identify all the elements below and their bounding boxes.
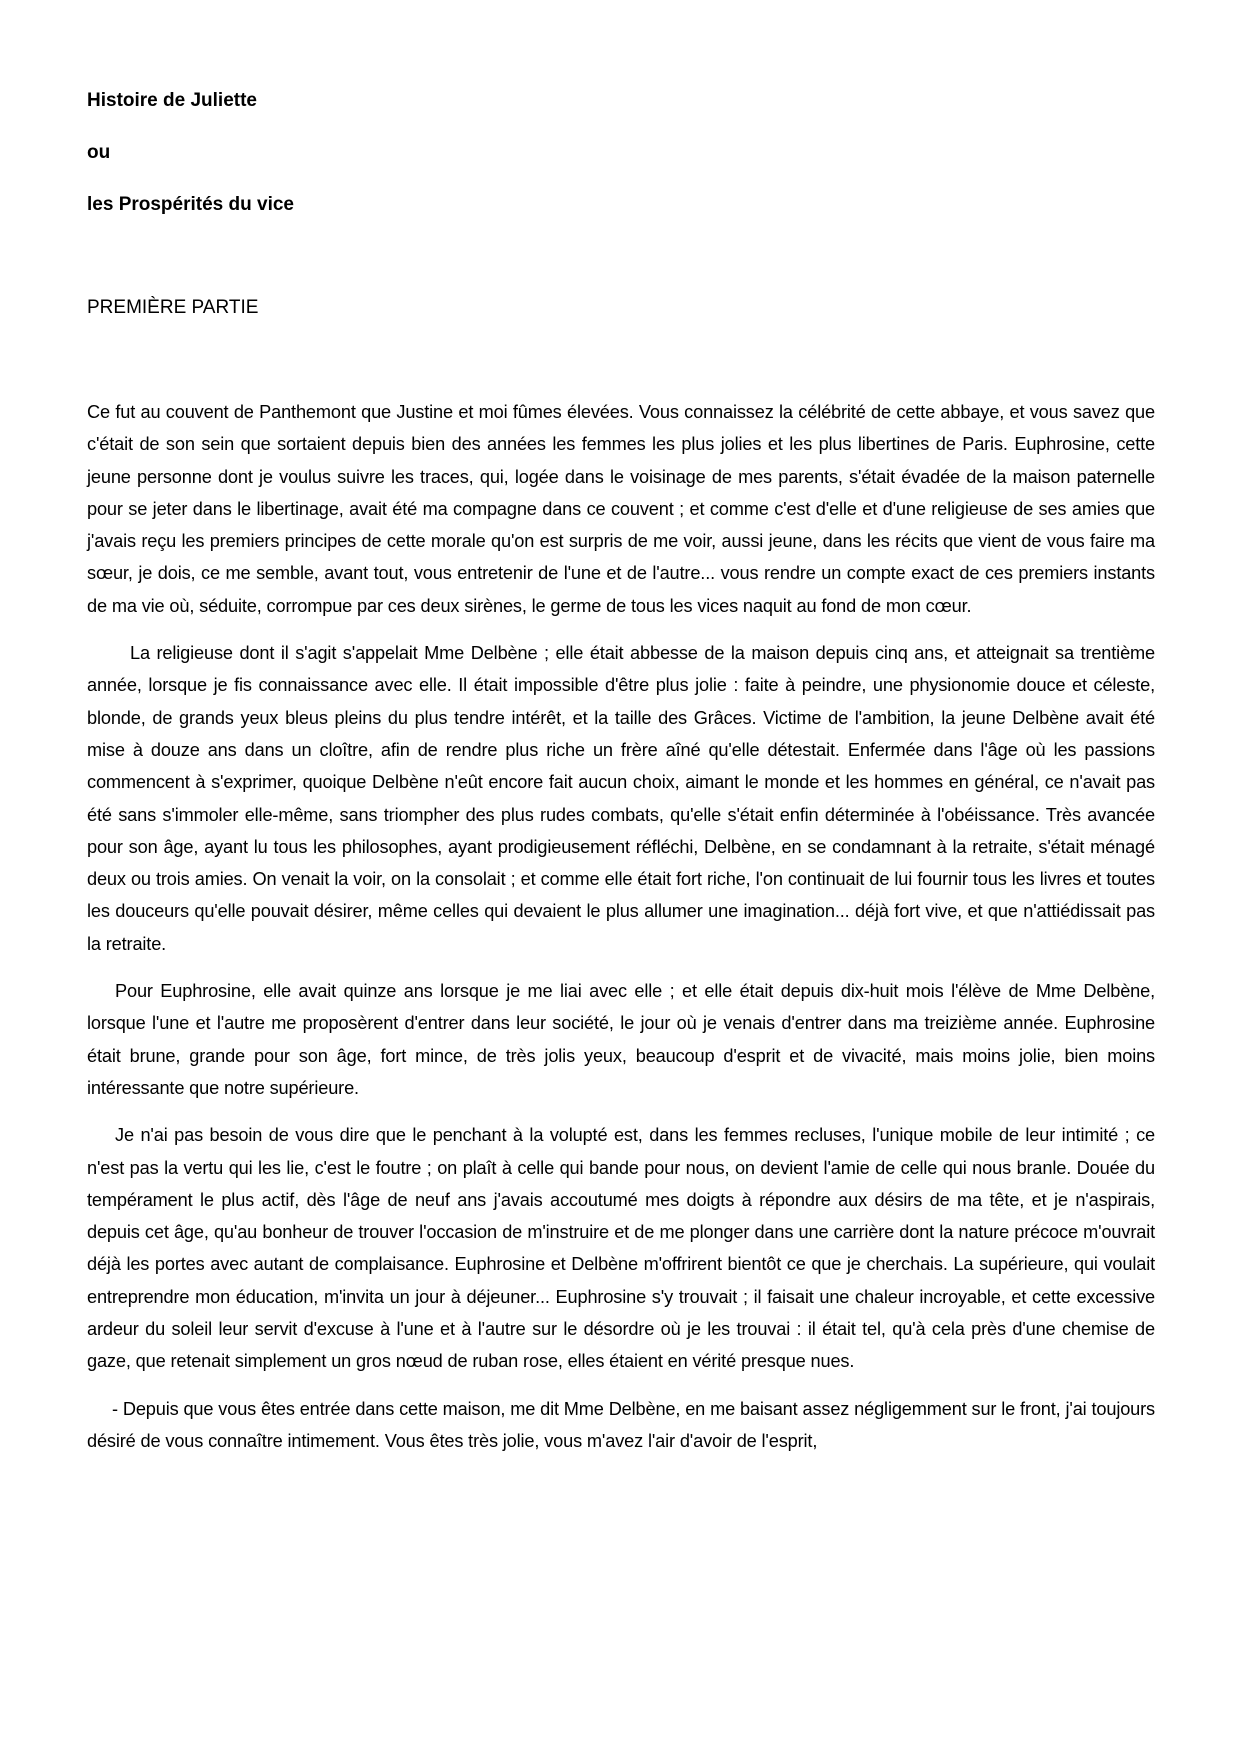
book-subtitle: les Prospérités du vice <box>87 194 294 215</box>
book-title: Histoire de Juliette <box>87 90 257 111</box>
paragraph: Pour Euphrosine, elle avait quinze ans lorsque je me liai avec elle ; et elle était depuis dix-huit mois l'élève de Mme Delbène, lorsque l'une et l'autre me proposèrent d'entrer dans leur société, le jour où je venais d'entrer dans ma treizième année. Euphrosine était brune, grande pour son âge, fort mince, de très jolis yeux, beaucoup d'esprit et de vivacité, mais moins jolie, bien moins intéressante que notre supérieure. <box>87 981 1155 1098</box>
paragraph: La religieuse dont il s'agit s'appelait Mme Delbène ; elle était abbesse de la maison depuis cinq ans, et atteignait sa trentième année, lorsque je fis connaissance avec elle. Il était impossible d'être plus jolie : faite à peindre, une physionomie douce et céleste, blonde, de grands yeux bleus pleins du plus tendre intérêt, et la taille des Grâces. Victime de l'ambition, la jeune Delbène avait été mise à douze ans dans un cloître, afin de rendre plus riche un frère aîné qu'elle détestait. Enfermée dans l'âge où les passions commencent à s'exprimer, quoique Delbène n'eût encore fait aucun choix, aimant le monde et les hommes en général, ce n'avait pas été sans s'immoler elle-même, sans triompher des plus rudes combats, qu'elle s'était enfin déterminée à l'obéissance. Très avancée pour son âge, ayant lu tous les philosophes, ayant prodigieusement réfléchi, Delbène, en se condamnant à la retraite, s'était ménagé deux ou trois amies. On venait la voir, on la consolait ; et comme elle était fort riche, l'on continuait de lui fournir tous les livres et toutes les douceurs qu'elle pouvait désirer, même celles qui devaient le plus allumer une imagination... déjà fort vive, et que n'attiédissait pas la retraite. <box>87 643 1155 954</box>
body-text <box>87 396 1155 1472</box>
paragraph: Je n'ai pas besoin de vous dire que le penchant à la volupté est, dans les femmes recluses, l'unique mobile de leur intimité ; ce n'est pas la vertu qui les lie, c'est le foutre ; on plaît à celle qui bande pour nous, on devient l'amie de celle qui nous branle. Douée du tempérament le plus actif, dès l'âge de neuf ans j'avais accoutumé mes doigts à répondre aux désirs de ma tête, et je n'aspirais, depuis cet âge, qu'au bonheur de trouver l'occasion de m'instruire et de me plonger dans une carrière dont la nature précoce m'ouvrait déjà les portes avec autant de complaisance. Euphrosine et Delbène m'offrirent bientôt ce que je cherchais. La supérieure, qui voulait entreprendre mon éducation, m'invita un jour à déjeuner... Euphrosine s'y trouvait ; il faisait une chaleur incroyable, et cette excessive ardeur du soleil leur servit d'excuse à l'une et à l'autre sur le désordre où je les trouvai : il était tel, qu'à cela près d'une chemise de gaze, que retenait simplement un gros nœud de ruban rose, elles étaient en vérité presque nues. <box>87 1125 1155 1372</box>
paragraph: - Depuis que vous êtes entrée dans cette maison, me dit Mme Delbène, en me baisant assez négligemment sur le front, j'ai toujours désiré de vous connaître intimement. Vous êtes très jolie, vous m'avez l'air d'avoir de l'esprit, <box>87 1398 1155 1451</box>
paragraph: Ce fut au couvent de Panthemont que Justine et moi fûmes élevées. Vous connaissez la célébrité de cette abbaye, et vous savez que c'était de son sein que sortaient depuis bien des années les femmes les plus jolies et les plus libertines de Paris. Euphrosine, cette jeune personne dont je voulus suivre les traces, qui, logée dans le voisinage de mes parents, s'était évadée de la maison paternelle pour se jeter dans le libertinage, avait été ma compagne dans ce couvent ; et comme c'est d'elle et d'une religieuse de ses amies que j'avais reçu les premiers principes de cette morale qu'on est surpris de me voir, aussi jeune, dans les récits que vient de vous faire ma sœur, je dois, ce me semble, avant tout, vous entretenir de l'une et de l'autre... vous rendre un compte exact de ces premiers instants de ma vie où, séduite, corrompue par ces deux sirènes, le germe de tous les vices naquit au fond de mon cœur. <box>87 402 1155 616</box>
title-conjunction: ou <box>87 142 111 163</box>
part-heading: PREMIÈRE PARTIE <box>87 297 259 318</box>
